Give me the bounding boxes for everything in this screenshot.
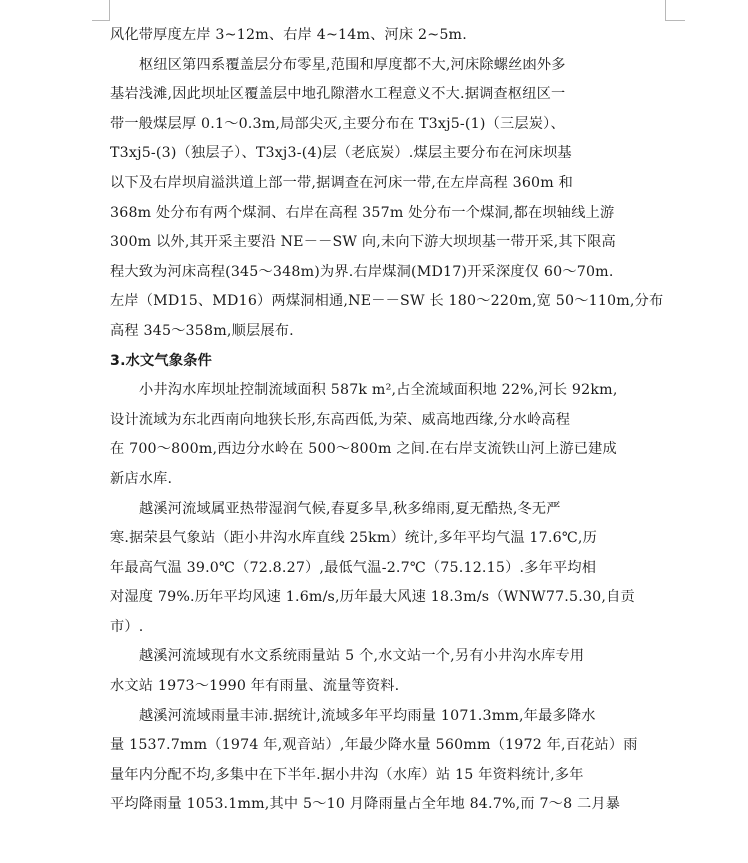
crop-mark-top-right <box>665 20 685 21</box>
section-heading: 3.水文气象条件 <box>110 352 212 369</box>
text-line: 水文站 1973～1990 年有雨量、流量等资料. <box>110 678 400 695</box>
paragraph-start-line: 越溪河流域属亚热带湿润气候,春夏多旱,秋多绵雨,夏无酷热,冬无严 <box>139 500 561 517</box>
text-line: 市）. <box>110 618 144 635</box>
text-line: 量年内分配不均,多集中在下半年.据小井沟（水库）站 15 年资料统计,多年 <box>110 766 584 783</box>
crop-mark-top-right-vertical <box>665 0 666 21</box>
text-line: 带一般煤层厚 0.1～0.3m,局部尖灭,主要分布在 T3xj5-(1)（三层炭）、 <box>110 115 565 132</box>
document-body <box>110 21 665 820</box>
text-line: 对湿度 79%.历年平均风速 1.6m/s,历年最大风速 18.3m/s（WNW77.5.30,自贡 <box>110 589 635 606</box>
paragraph-start-line: 越溪河流域现有水文系统雨量站 5 个,水文站一个,另有小井沟水库专用 <box>139 648 585 665</box>
paragraph-start-line: 越溪河流域雨量丰沛.据统计,流域多年平均雨量 1071.3mm,年最多降水 <box>139 707 596 724</box>
text-line: 基岩浅滩,因此坝址区覆盖层中地孔隙潜水工程意义不大.据调查枢纽区一 <box>110 86 566 103</box>
crop-mark-top-left <box>92 20 110 21</box>
text-line: 平均降雨量 1053.1mm,其中 5～10 月降雨量占全年地 84.7%,而 7～8 二月暴 <box>110 796 621 813</box>
text-line: 风化带厚度左岸 3~12m、右岸 4~14m、河床 2~5m. <box>110 27 467 43</box>
text-line: 寒.据荣县气象站（距小井沟水库直线 25km）统计,多年平均气温 17.6℃,历 <box>110 530 597 547</box>
paragraph-start-line: 枢纽区第四系覆盖层分布零星,范围和厚度都不大,河床除螺丝凼外多 <box>139 56 566 73</box>
text-line: T3xj5-(3)（独层子）、T3xj3-(4)层（老底炭）.煤层主要分布在河床坝基 <box>110 145 572 162</box>
text-line: 在 700～800m,西边分水岭在 500～800m 之间.在右岸支流铁山河上游已建成 <box>110 441 617 458</box>
text-line: 新店水库. <box>110 470 173 487</box>
text-line: 程大致为河床高程(345～348m)为界.右岸煤洞(MD17)开采深度仅 60～70m. <box>110 263 614 280</box>
text-line: 年最高气温 39.0℃（72.8.27）,最低气温-2.7℃（75.12.15）.多年平均相 <box>110 559 597 576</box>
crop-mark-top-left-vertical <box>109 0 110 21</box>
text-line: 量 1537.7mm（1974 年,观音站）,年最少降水量 560mm（1972 年,百花站）雨 <box>110 737 638 754</box>
text-line: 300m 以外,其开采主要沿 NE－－SW 向,未向下游大坝坝基一带开采,其下限高 <box>110 234 616 251</box>
text-line: 左岸（MD15、MD16）两煤洞相通,NE－－SW 长 180～220m,宽 50～110m,分布 <box>110 293 664 310</box>
paragraph-start-line: 小井沟水库坝址控制流域面积 587k m²,占全流域面积地 22%,河长 92km, <box>139 382 618 399</box>
text-line: 高程 345～358m,顺层展布. <box>110 322 294 339</box>
text-line: 以下及右岸坝肩溢洪道上部一带,据调查在河床一带,在左岸高程 360m 和 <box>110 174 574 191</box>
text-line: 设计流域为东北西南向地狭长形,东高西低,为荣、威高地西缘,分水岭高程 <box>110 411 571 428</box>
text-line: 368m 处分布有两个煤洞、右岸在高程 357m 处分布一个煤洞,都在坝轴线上游 <box>110 204 615 221</box>
